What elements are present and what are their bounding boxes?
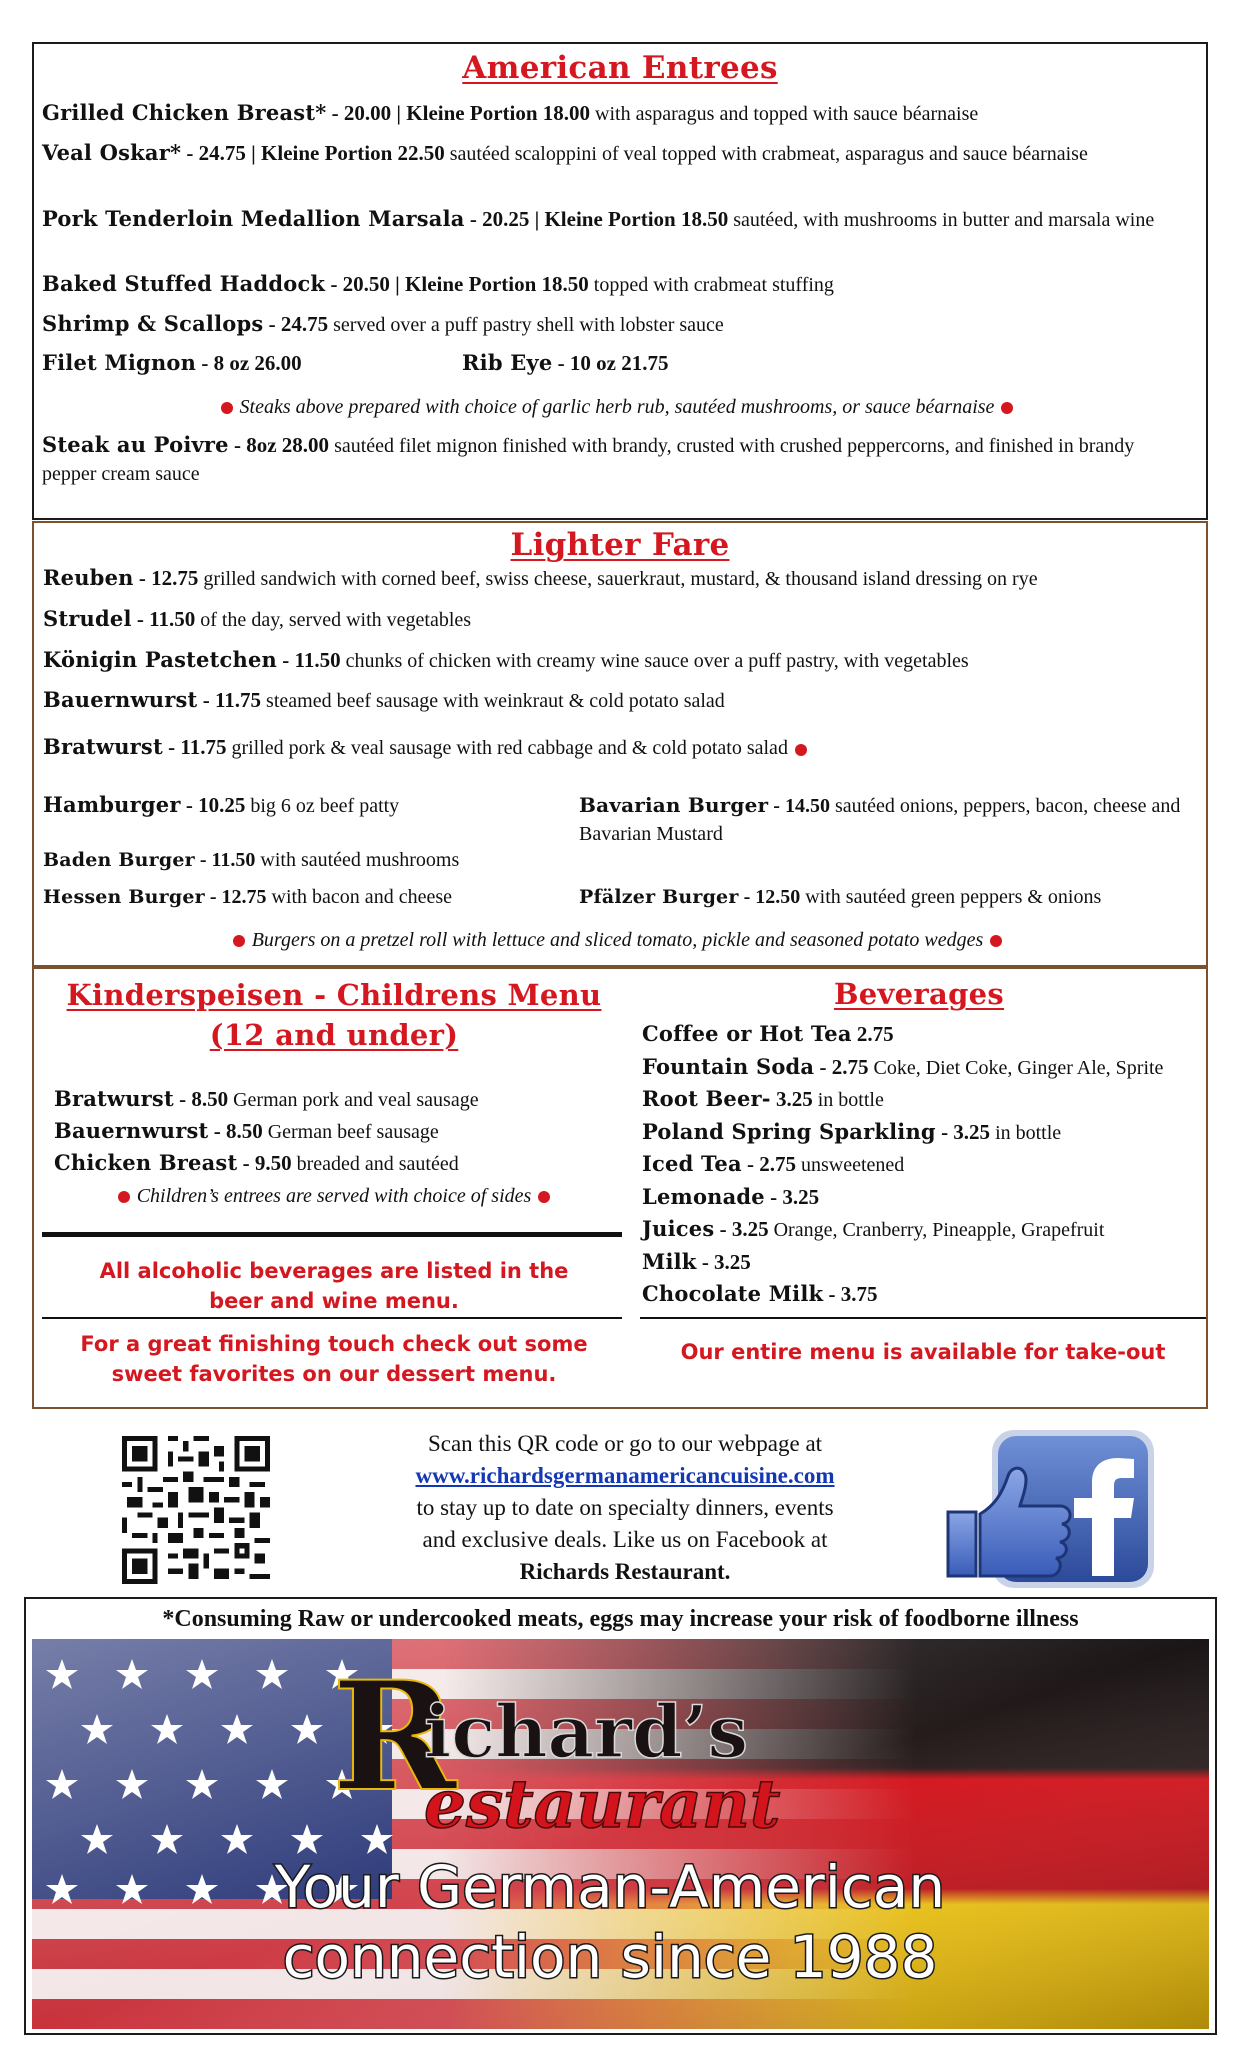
bullet-dot-icon — [118, 1191, 130, 1203]
item-name: Pfälzer Burger — [579, 886, 739, 908]
kids-list — [54, 1084, 614, 1180]
item-name: Bratwurst — [43, 734, 163, 759]
bullet-dot-icon — [538, 1191, 550, 1203]
list-item: Coffee or Hot Tea 2.75 — [642, 1021, 894, 1046]
item-name: Steak au Poivre — [42, 432, 229, 457]
menu-item — [42, 206, 1192, 235]
item-price: - 11.50 — [131, 607, 196, 631]
item-desc: with bacon and cheese — [266, 886, 452, 908]
kids-note: Children’s entrees are served with choice of sides — [44, 1185, 624, 1208]
dessert-note: For a great finishing touch check out some sweet favorites on our dessert menu. — [80, 1332, 588, 1386]
list-item: Chocolate Milk - 3.75 — [642, 1281, 878, 1306]
item-name: Hessen Burger — [43, 886, 205, 908]
beverages-title: Beverages — [833, 977, 1005, 1011]
lighter-fare-section — [32, 521, 1208, 967]
item-price: - 10 oz 21.75 — [552, 351, 669, 375]
svg-text:connection since 1988: connection since 1988 — [282, 1923, 938, 1991]
item-name: Shrimp & Scallops — [42, 311, 264, 336]
menu-item — [42, 140, 1192, 169]
menu-item — [43, 565, 1192, 594]
item-price: - 12.75 — [204, 886, 267, 908]
item-name: Baked Stuffed Haddock — [42, 271, 326, 296]
item-name: Bavarian Burger — [579, 793, 769, 817]
item-name: Bauernwurst — [43, 687, 198, 712]
menu-item — [42, 100, 1192, 129]
item-desc: topped with crabmeat stuffing — [588, 274, 834, 296]
list-item: Milk - 3.25 — [642, 1248, 751, 1274]
list-item: Chicken Breast - 9.50 breaded and sautéed — [54, 1150, 459, 1175]
menu-item — [579, 884, 1198, 912]
menu-item — [43, 647, 1192, 676]
website-info: Scan this QR code or go to our webpage at www.richardsgermanamericancuisine.com to stay up to date on specialty dinners, events and exclusive deals. Like us on Facebook at Richards Restaurant. — [415, 1431, 835, 1584]
bullet-dot-icon — [221, 402, 233, 414]
bullet-dot-icon — [990, 935, 1002, 947]
item-name: Königin Pastetchen — [43, 647, 277, 672]
list-item: Bauernwurst - 8.50 German beef sausage — [54, 1118, 439, 1143]
burger-note: Burgers on a pretzel roll with lettuce and sliced tomato, pickle and seasoned potato wedges — [43, 927, 1192, 953]
menu-item — [43, 734, 1192, 763]
item-desc: served over a puff pastry shell with lobster sauce — [328, 314, 724, 336]
item-desc: sautéed filet mignon finished with brandy, crusted with crushed peppercorns, and finished in brandy pepper cream sauce — [42, 435, 1135, 485]
list-item: Lemonade - 3.25 — [642, 1183, 820, 1209]
item-desc: sautéed, with mushrooms in butter and marsala wine — [728, 209, 1155, 231]
bullet-dot-icon — [1001, 402, 1013, 414]
menu-item — [42, 311, 1192, 340]
item-price: - 12.75 — [133, 566, 199, 590]
list-item: Fountain Soda - 2.75 Coke, Diet Coke, Ginger Ale, Sprite — [642, 1053, 1164, 1079]
steak-note: Steaks above prepared with choice of garlic herb rub, sautéed mushrooms, or sauce béarnaise — [42, 394, 1192, 420]
menu-item — [43, 687, 1192, 716]
item-name: Reuben — [43, 565, 134, 590]
footer-banner — [24, 1597, 1217, 2035]
item-price: - 20.50 | Kleine Portion 18.50 — [325, 272, 589, 296]
divider — [42, 1232, 622, 1237]
item-price: - 20.00 | Kleine Portion 18.00 — [326, 101, 591, 125]
item-desc: with asparagus and topped with sauce béarnaise — [590, 103, 979, 125]
lighter-fare-title: Lighter Fare — [510, 527, 730, 563]
website-link[interactable]: www.richardsgermanamericancuisine.com — [415, 1463, 835, 1488]
item-desc: of the day, served with vegetables — [195, 609, 472, 631]
list-item: Poland Spring Sparkling - 3.25 in bottle — [642, 1118, 1062, 1144]
item-name: Grilled Chicken Breast* — [42, 100, 327, 125]
item-price: - 8oz 28.00 — [228, 433, 330, 457]
menu-item — [42, 432, 1192, 489]
item-name: Baden Burger — [43, 849, 195, 871]
item-price: - 10.25 — [180, 793, 246, 817]
item-price: - 20.25 | Kleine Portion 18.50 — [464, 207, 729, 231]
divider — [42, 1317, 622, 1319]
item-price: - 11.75 — [162, 735, 227, 759]
american-entrees-title: American Entrees — [462, 50, 778, 86]
item-name: Rib Eye — [462, 350, 553, 375]
bullet-dot-icon — [233, 935, 245, 947]
qr-code-icon[interactable] — [122, 1436, 270, 1584]
item-price: - 24.75 | Kleine Portion 22.50 — [181, 141, 445, 165]
item-price: - 8 oz 26.00 — [196, 351, 302, 375]
item-desc: grilled sandwich with corned beef, swiss cheese, sauerkraut, mustard, & thousand island dressing on rye — [198, 568, 1038, 590]
bullet-dot-icon — [795, 744, 807, 756]
item-desc: steamed beef sausage with weinkraut & cold potato salad — [261, 690, 725, 712]
item-name: Strudel — [43, 606, 132, 631]
flag-banner-image — [32, 1639, 1209, 2029]
alcohol-note: All alcoholic beverages are listed in the beer and wine menu. — [99, 1259, 569, 1313]
item-desc: sautéed onions, peppers, bacon, cheese and Bavarian Mustard — [579, 795, 1181, 845]
menu-item — [42, 271, 1192, 300]
item-desc: sautéed scaloppini of veal topped with crabmeat, asparagus and sauce béarnaise — [444, 143, 1088, 165]
american-entrees-section — [32, 42, 1208, 520]
facebook-like-icon[interactable] — [942, 1426, 1160, 1592]
item-desc: with sautéed green peppers & onions — [800, 886, 1102, 908]
item-price: - 12.50 — [738, 886, 801, 908]
list-item: Iced Tea - 2.75 unsweetened — [642, 1151, 905, 1176]
list-item: Root Beer- 3.25 in bottle — [642, 1086, 884, 1111]
menu-item — [43, 847, 563, 875]
item-desc: chunks of chicken with creamy wine sauce over a puff pastry, with vegetables — [340, 650, 969, 672]
svg-text:R: R — [332, 1649, 457, 1825]
menu-item — [43, 792, 563, 821]
divider — [640, 1317, 1206, 1319]
beverages-list — [642, 1019, 1202, 1312]
item-price: - 14.50 — [768, 795, 830, 817]
list-item: Bratwurst - 8.50 German pork and veal sausage — [54, 1086, 479, 1111]
food-safety-warning: *Consuming Raw or undercooked meats, eggs may increase your risk of foodborne illness — [26, 1599, 1215, 1639]
item-desc: big 6 oz beef patty — [245, 795, 400, 817]
item-desc: grilled pork & veal sausage with red cabbage and & cold potato salad — [226, 737, 788, 759]
item-name: Veal Oskar* — [42, 140, 182, 165]
item-price: - 11.50 — [194, 849, 256, 871]
item-price: - 11.50 — [277, 648, 341, 672]
menu-item — [462, 350, 1192, 379]
item-price: - 24.75 — [263, 312, 329, 336]
list-item: Juices - 3.25 Orange, Cranberry, Pineapple, Grapefruit — [642, 1216, 1105, 1241]
kids-title: Kinderspeisen - Childrens Menu (12 and under) — [66, 978, 602, 1052]
item-name: Hamburger — [43, 792, 181, 817]
menu-item — [579, 792, 1198, 849]
takeout-note: Our entire menu is available for take-out — [680, 1340, 1166, 1364]
menu-item — [43, 606, 1192, 635]
item-desc: with sautéed mushrooms — [255, 849, 460, 871]
item-name: Pork Tenderloin Medallion Marsala — [42, 206, 465, 231]
kids-beverages-section — [32, 967, 1208, 1409]
svg-text:ichard’s: ichard’s — [424, 1689, 749, 1774]
item-name: Filet Mignon — [42, 350, 197, 375]
svg-text:Your German-American: Your German-American — [274, 1853, 946, 1921]
item-price: - 11.75 — [197, 688, 262, 712]
menu-item — [43, 884, 563, 912]
svg-text:estaurant: estaurant — [424, 1765, 781, 1843]
